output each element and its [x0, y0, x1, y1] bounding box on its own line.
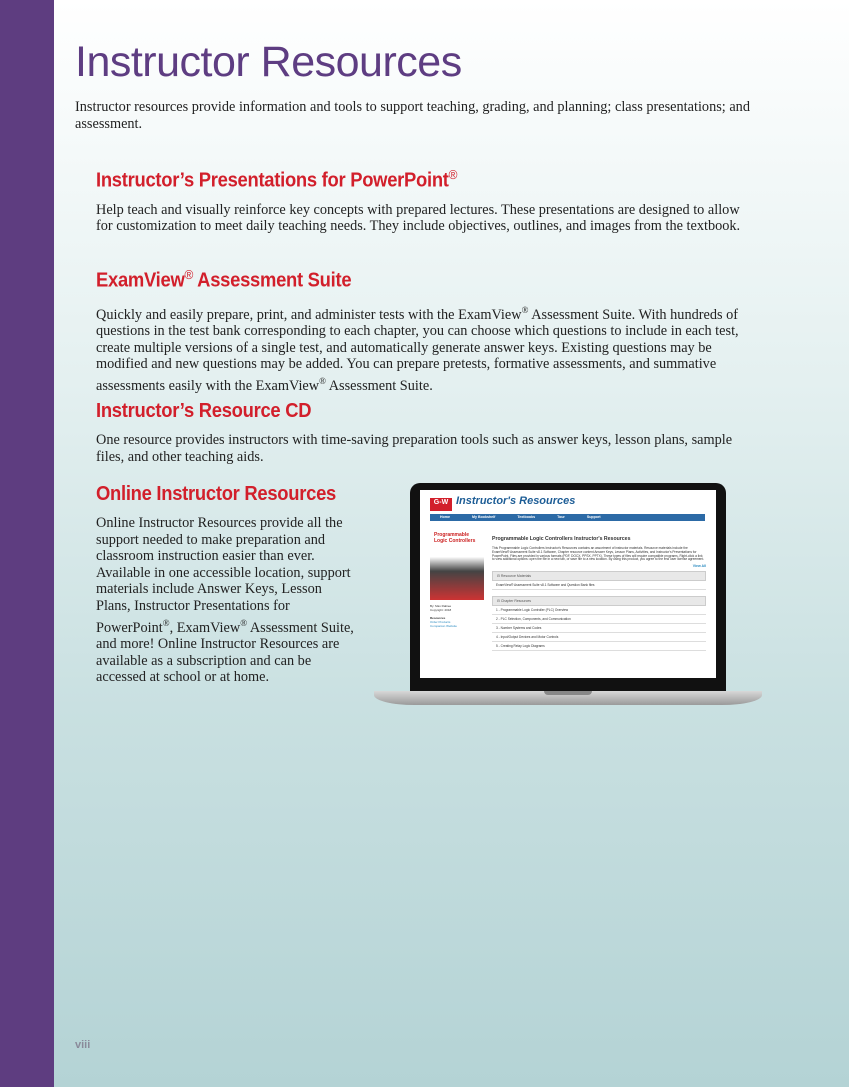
screen-main [492, 528, 706, 651]
nav-textbooks: Textbooks [517, 515, 536, 519]
chapter-item: 5 - Creating Relay Logic Diagrams [492, 642, 706, 651]
copyright: Copyright: 2018 [430, 608, 452, 612]
section-body: Online Instructor Resources provide all the support needed to make preparation and classroom instruction easier than ever. Available in one accessible location, support materials include Answer Keys, Lesson Plans, Instructor Presentations for PowerPoint®, ExamView® Assessment Suite, and more! Online Instructor Resources are available as a subscription and can be accessed at school or at home. [96, 515, 354, 686]
page-number: viii [75, 1039, 91, 1051]
gw-logo: G-W [430, 498, 452, 511]
section-body: One resource provides instructors with time-saving preparation tools such as answer keys, lesson plans, sample files, and other teaching aids. [96, 432, 733, 465]
section-examview [96, 267, 756, 394]
laptop-screenshot [374, 483, 762, 707]
section-body: Help teach and visually reinforce key concepts with prepared lectures. These presentations are designed to allow for customization to meet daily teaching needs. They include objectives, outlines, and images from the textbook. [96, 201, 741, 235]
site-title: Instructor's Resources [456, 495, 576, 507]
byline: By: Max Rabiee [430, 604, 452, 608]
order-products-link: Order Products [430, 620, 451, 624]
chapter-item: 3 - Number Systems and Codes [492, 624, 706, 633]
laptop-notch [544, 691, 592, 695]
resources-label: Resources [430, 616, 446, 620]
nav-home: Home [440, 515, 450, 519]
chapter-item: 2 - PLC Selection, Components, and Communication [492, 615, 706, 624]
section-heading: Online Instructor Resources [96, 483, 336, 505]
laptop-screen [420, 490, 716, 678]
resource-item: ExamView® Assessment Suite v8.1 Software and Question Bank files [492, 581, 706, 590]
chapter-resources-bar: ⊟ Chapter Resources [492, 596, 706, 606]
nav-tour: Tour [557, 515, 565, 519]
book-cover: Programmable Logic Controllers [430, 528, 484, 600]
section-heading: ExamView® Assessment Suite [96, 267, 352, 292]
section-heading: Instructor’s Resource CD [96, 400, 312, 422]
laptop-base [374, 691, 762, 705]
chapter-item: 1 - Programmable Logic Controller (PLC) Overview [492, 606, 706, 615]
section-online [96, 483, 358, 686]
main-text: This Programmable Logic Controllers Instructor's Resources contains an assortment of instructor materials. Resource materials include the ExamView® Assessment Suite v8.1 Software, Chapter resource content Answer Keys, Lesson Plans, Activities, and Instructor's Presentations for PowerPoint. Files are provided in various formats (PDF, DOCX, PPSX, PPTX). These types of files will require compatible programs. Right-click a link to view additional options: open the file in a new tab, or save file to a new location. By using this product, you agree to the end user license agreement. [492, 546, 705, 562]
section-powerpoint [96, 167, 756, 235]
section-heading: Instructor’s Presentations for PowerPoint® [96, 167, 458, 192]
nav-support: Support [586, 515, 601, 519]
sidebar-band [0, 0, 54, 1087]
companion-website-link: Companion Website [430, 624, 457, 628]
laptop-lid [410, 483, 726, 693]
site-nav [430, 514, 705, 521]
section-body: Quickly and easily prepare, print, and administer tests with the ExamView® Assessment Suite. With hundreds of questions in the test bank corresponding to each chapter, you can choose which questions to include in each test, create multiple versions of a single test, and automatically generate answer keys. Existing questions may be modified and new questions may be added. You can prepare pretests, formative assessments, and summative assessments easily with the ExamView® Assessment Suite. [96, 304, 739, 394]
resource-materials-bar: ⊟ Resource Materials [492, 571, 706, 581]
view-all-link: View All [692, 564, 706, 569]
main-title: Programmable Logic Controllers Instructor's Resources [492, 536, 631, 542]
book-info [430, 604, 457, 628]
chapter-item: 4 - Input/Output Devices and Motor Controls [492, 633, 706, 642]
section-resource-cd [96, 400, 756, 465]
intro-text: Instructor resources provide information and tools to support teaching, grading, and planning; class presentations; and assessment. [75, 99, 750, 132]
nav-bookshelf: My Bookshelf [472, 515, 496, 519]
page-title: Instructor Resources [75, 38, 462, 86]
